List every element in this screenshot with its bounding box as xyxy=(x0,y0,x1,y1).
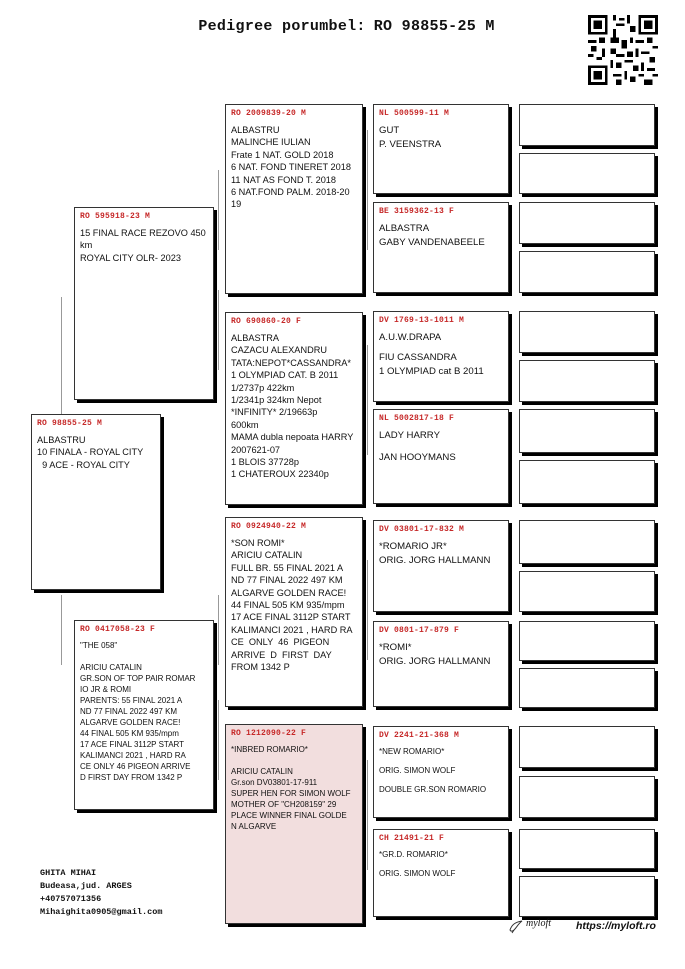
dd-line: Gr.son DV03801-17-911 xyxy=(231,778,318,787)
ds-line: 44 FINAL 505 KM 935/mpm xyxy=(231,600,345,611)
owner-info xyxy=(40,867,162,919)
sd-line: MAMA dubla nepoata HARRY xyxy=(231,432,354,443)
title-prefix: Pedigree porumbel: xyxy=(198,18,366,35)
dam-line: "THE 058" xyxy=(80,641,118,650)
dd-line: *INBRED ROMARIO* xyxy=(231,745,308,754)
subject-line: 9 ACE - ROYAL CITY xyxy=(37,459,130,470)
ds-line: *SON ROMI* xyxy=(231,538,285,548)
dam-line: 17 ACE FINAL 3112P START xyxy=(80,740,185,749)
g4-line: ORIG. SIMON WOLF xyxy=(379,766,456,775)
g4-line xyxy=(379,776,503,784)
dam-line: GR.SON OF TOP PAIR ROMAR xyxy=(80,674,196,683)
ring-number: RO 1212090-22 F xyxy=(231,729,307,738)
g4-line: A.U.W.DRAPA xyxy=(379,332,442,343)
great-grandparent-card[interactable] xyxy=(373,621,509,707)
page-title xyxy=(0,18,685,35)
g4-line xyxy=(379,860,503,868)
owner-name: GHITA MIHAI xyxy=(40,868,97,878)
empty-ancestor-card[interactable] xyxy=(519,776,655,818)
empty-ancestor-card[interactable] xyxy=(519,571,655,612)
ring-number: RO 690860-20 F xyxy=(231,317,302,326)
empty-ancestor-card[interactable] xyxy=(519,202,655,244)
great-grandparent-card[interactable] xyxy=(373,520,509,612)
empty-ancestor-card[interactable] xyxy=(519,251,655,293)
ring-number: RO 595918-23 M xyxy=(80,212,151,221)
g4-line: *ROMARIO JR* xyxy=(379,541,447,552)
ds-line: KALIMANCI 2021 , HARD RA xyxy=(231,624,353,635)
ring-number: RO 98855-25 M xyxy=(37,419,103,428)
empty-ancestor-card[interactable] xyxy=(519,360,655,402)
sd-line: 2007621-07 xyxy=(231,444,281,455)
ring-number: DV 03801-17-832 M xyxy=(379,525,465,534)
ds-line: FROM 1342 P xyxy=(231,662,290,673)
great-grandparent-card[interactable] xyxy=(373,829,509,917)
dd-line: ARICIU CATALIN xyxy=(231,767,293,776)
empty-ancestor-card[interactable] xyxy=(519,409,655,453)
sd-line: 1 CHATEROUX 22340p xyxy=(231,469,329,480)
connector-line xyxy=(218,700,219,780)
connector-line xyxy=(61,297,62,417)
connector-line xyxy=(367,345,368,455)
dam-line: IO JR & ROMI xyxy=(80,685,132,694)
sire-line: ROYAL CITY OLR- 2023 xyxy=(80,252,181,263)
ring-number: CH 21491-21 F xyxy=(379,834,445,843)
sd-line: 1 OLYMPIAD CAT. B 2011 xyxy=(231,370,339,381)
great-grandparent-card[interactable] xyxy=(373,104,509,194)
sire-sire-card[interactable] xyxy=(225,104,363,294)
dam-line: CE ONLY 46 PIGEON ARRIVE xyxy=(80,762,191,771)
great-grandparent-card[interactable] xyxy=(373,726,509,818)
empty-ancestor-card[interactable] xyxy=(519,311,655,353)
ring-number: NL 5002817-18 F xyxy=(379,414,455,423)
empty-ancestor-card[interactable] xyxy=(519,726,655,768)
connector-line xyxy=(218,595,219,665)
dam-line: ARICIU CATALIN xyxy=(80,663,142,672)
g4-line: GABY VANDENABEELE xyxy=(379,237,485,248)
ss-line: 19 xyxy=(231,199,242,210)
sd-line: 1/2737p 422km xyxy=(231,382,295,393)
subject-line: 10 FINALA - ROYAL CITY xyxy=(37,447,144,458)
sd-line: 1/2341p 324km Nepot xyxy=(231,395,322,406)
dd-line: MOTHER OF "CH208159" 29 xyxy=(231,800,337,809)
sd-line: ALBASTRA xyxy=(231,333,279,343)
empty-ancestor-card[interactable] xyxy=(519,621,655,661)
g4-line: *NEW ROMARIO* xyxy=(379,747,445,756)
dd-line xyxy=(231,755,357,766)
g4-line: LADY HARRY xyxy=(379,430,440,441)
qr-code-icon xyxy=(588,15,658,85)
ring-number: BE 3159362-13 F xyxy=(379,207,455,216)
dd-line: N ALGARVE xyxy=(231,822,277,831)
g4-line xyxy=(379,757,503,765)
owner-email[interactable]: Mihaighita0905@gmail.com xyxy=(40,907,163,917)
ss-line: Frate 1 NAT. GOLD 2018 xyxy=(231,149,334,160)
empty-ancestor-card[interactable] xyxy=(519,153,655,194)
ds-line: ALGARVE GOLDEN RACE! xyxy=(231,587,347,598)
ring-number: NL 500599-11 M xyxy=(379,109,450,118)
g4-line: ORIG. JORG HALLMANN xyxy=(379,656,491,667)
great-grandparent-card[interactable] xyxy=(373,409,509,504)
dam-line: ALGARVE GOLDEN RACE! xyxy=(80,718,181,727)
g4-line: JAN HOOYMANS xyxy=(379,452,456,463)
empty-ancestor-card[interactable] xyxy=(519,876,655,917)
footer-logo: myloft xyxy=(526,918,551,929)
sd-line: TATA:NEPOT*CASSANDRA* xyxy=(231,357,351,368)
ds-line: 17 ACE FINAL 3112P START xyxy=(231,612,351,623)
ds-line: CE ONLY 46 PIGEON xyxy=(231,637,330,648)
g4-line: 1 OLYMPIAD cat B 2011 xyxy=(379,366,484,377)
owner-address: Budeasa,jud. ARGES xyxy=(40,881,132,891)
ss-line: 11 NAT AS FOND T. 2018 xyxy=(231,174,337,185)
connector-line xyxy=(218,290,219,370)
sire-dam-card[interactable] xyxy=(225,312,363,505)
sd-line: CAZACU ALEXANDRU xyxy=(231,345,327,356)
great-grandparent-card[interactable] xyxy=(373,202,509,293)
dam-line: KALIMANCI 2021 , HARD RA xyxy=(80,751,186,760)
g4-line: *GR.D. ROMARIO* xyxy=(379,850,448,859)
ring-number: RO 2009839-20 M xyxy=(231,109,307,118)
ring-number: RO 0924940-22 M xyxy=(231,522,307,531)
g4-line: GUT xyxy=(379,125,400,136)
ring-number: RO 0417058-23 F xyxy=(80,625,156,634)
dam-line xyxy=(80,651,208,662)
g4-line: FIU CASSANDRA xyxy=(379,352,457,363)
ss-line: ALBASTRU xyxy=(231,125,280,135)
g4-line: ALBASTRA xyxy=(379,223,430,234)
connector-line xyxy=(61,595,62,665)
g4-line: P. VEENSTRA xyxy=(379,139,442,150)
sire-line: km xyxy=(80,240,93,251)
empty-ancestor-card[interactable] xyxy=(519,520,655,564)
dam-line: D FIRST DAY FROM 1342 P xyxy=(80,773,183,782)
g4-line: DOUBLE GR.SON ROMARIO xyxy=(379,785,487,794)
g4-line: ORIG. JORG HALLMANN xyxy=(379,555,491,566)
great-grandparent-card[interactable] xyxy=(373,311,509,402)
owner-phone: +40757071356 xyxy=(40,894,102,904)
connector-line xyxy=(367,760,368,870)
ds-line: ND 77 FINAL 2022 497 KM xyxy=(231,575,343,586)
title-ring: RO 98855-25 M xyxy=(373,18,495,35)
empty-ancestor-card[interactable] xyxy=(519,668,655,708)
connector-line xyxy=(367,130,368,250)
empty-ancestor-card[interactable] xyxy=(519,104,655,146)
subject-line: ALBASTRU xyxy=(37,435,86,445)
dam-dam-card[interactable] xyxy=(225,724,363,924)
ds-line: ARRIVE D FIRST DAY xyxy=(231,649,332,660)
dam-line: PARENTS: 55 FINAL 2021 A xyxy=(80,696,183,705)
ring-number: DV 2241-21-368 M xyxy=(379,731,460,740)
ss-line: 6 NAT. FOND TINERET 2018 xyxy=(231,162,351,173)
dam-line: 44 FINAL 505 KM 935/mpm xyxy=(80,729,179,738)
sd-line: 600km xyxy=(231,419,259,430)
ss-line: MALINCHE IULIAN xyxy=(231,137,311,148)
footer-url[interactable]: https://myloft.ro xyxy=(576,920,656,932)
sd-line: 1 BLOIS 37728p xyxy=(231,457,299,468)
subject-card[interactable] xyxy=(31,414,161,590)
sire-card[interactable] xyxy=(74,207,214,400)
g4-line: ORIG. SIMON WOLF xyxy=(379,869,456,878)
connector-line xyxy=(218,170,219,250)
ring-number: DV 1769-13-1011 M xyxy=(379,316,465,325)
dd-line: PLACE WINNER FINAL GOLDE xyxy=(231,811,347,820)
dam-line: ND 77 FINAL 2022 497 KM xyxy=(80,707,178,716)
connector-line xyxy=(367,560,368,660)
bird-logo-icon xyxy=(508,918,524,934)
g4-line: *ROMI* xyxy=(379,642,412,653)
sd-line: *INFINITY* 2/19663p xyxy=(231,407,318,418)
ds-line: ARICIU CATALIN xyxy=(231,550,303,561)
ring-number: DV 0801-17-879 F xyxy=(379,626,460,635)
empty-ancestor-card[interactable] xyxy=(519,460,655,504)
sire-line: 15 FINAL RACE REZOVO 450 xyxy=(80,228,206,238)
dam-sire-card[interactable] xyxy=(225,517,363,707)
ds-line: FULL BR. 55 FINAL 2021 A xyxy=(231,562,344,573)
dam-card[interactable] xyxy=(74,620,214,810)
empty-ancestor-card[interactable] xyxy=(519,829,655,869)
ss-line: 6 NAT.FOND PALM. 2018-20 xyxy=(231,187,350,198)
dd-line: SUPER HEN FOR SIMON WOLF xyxy=(231,789,351,798)
g4-line xyxy=(379,443,503,451)
